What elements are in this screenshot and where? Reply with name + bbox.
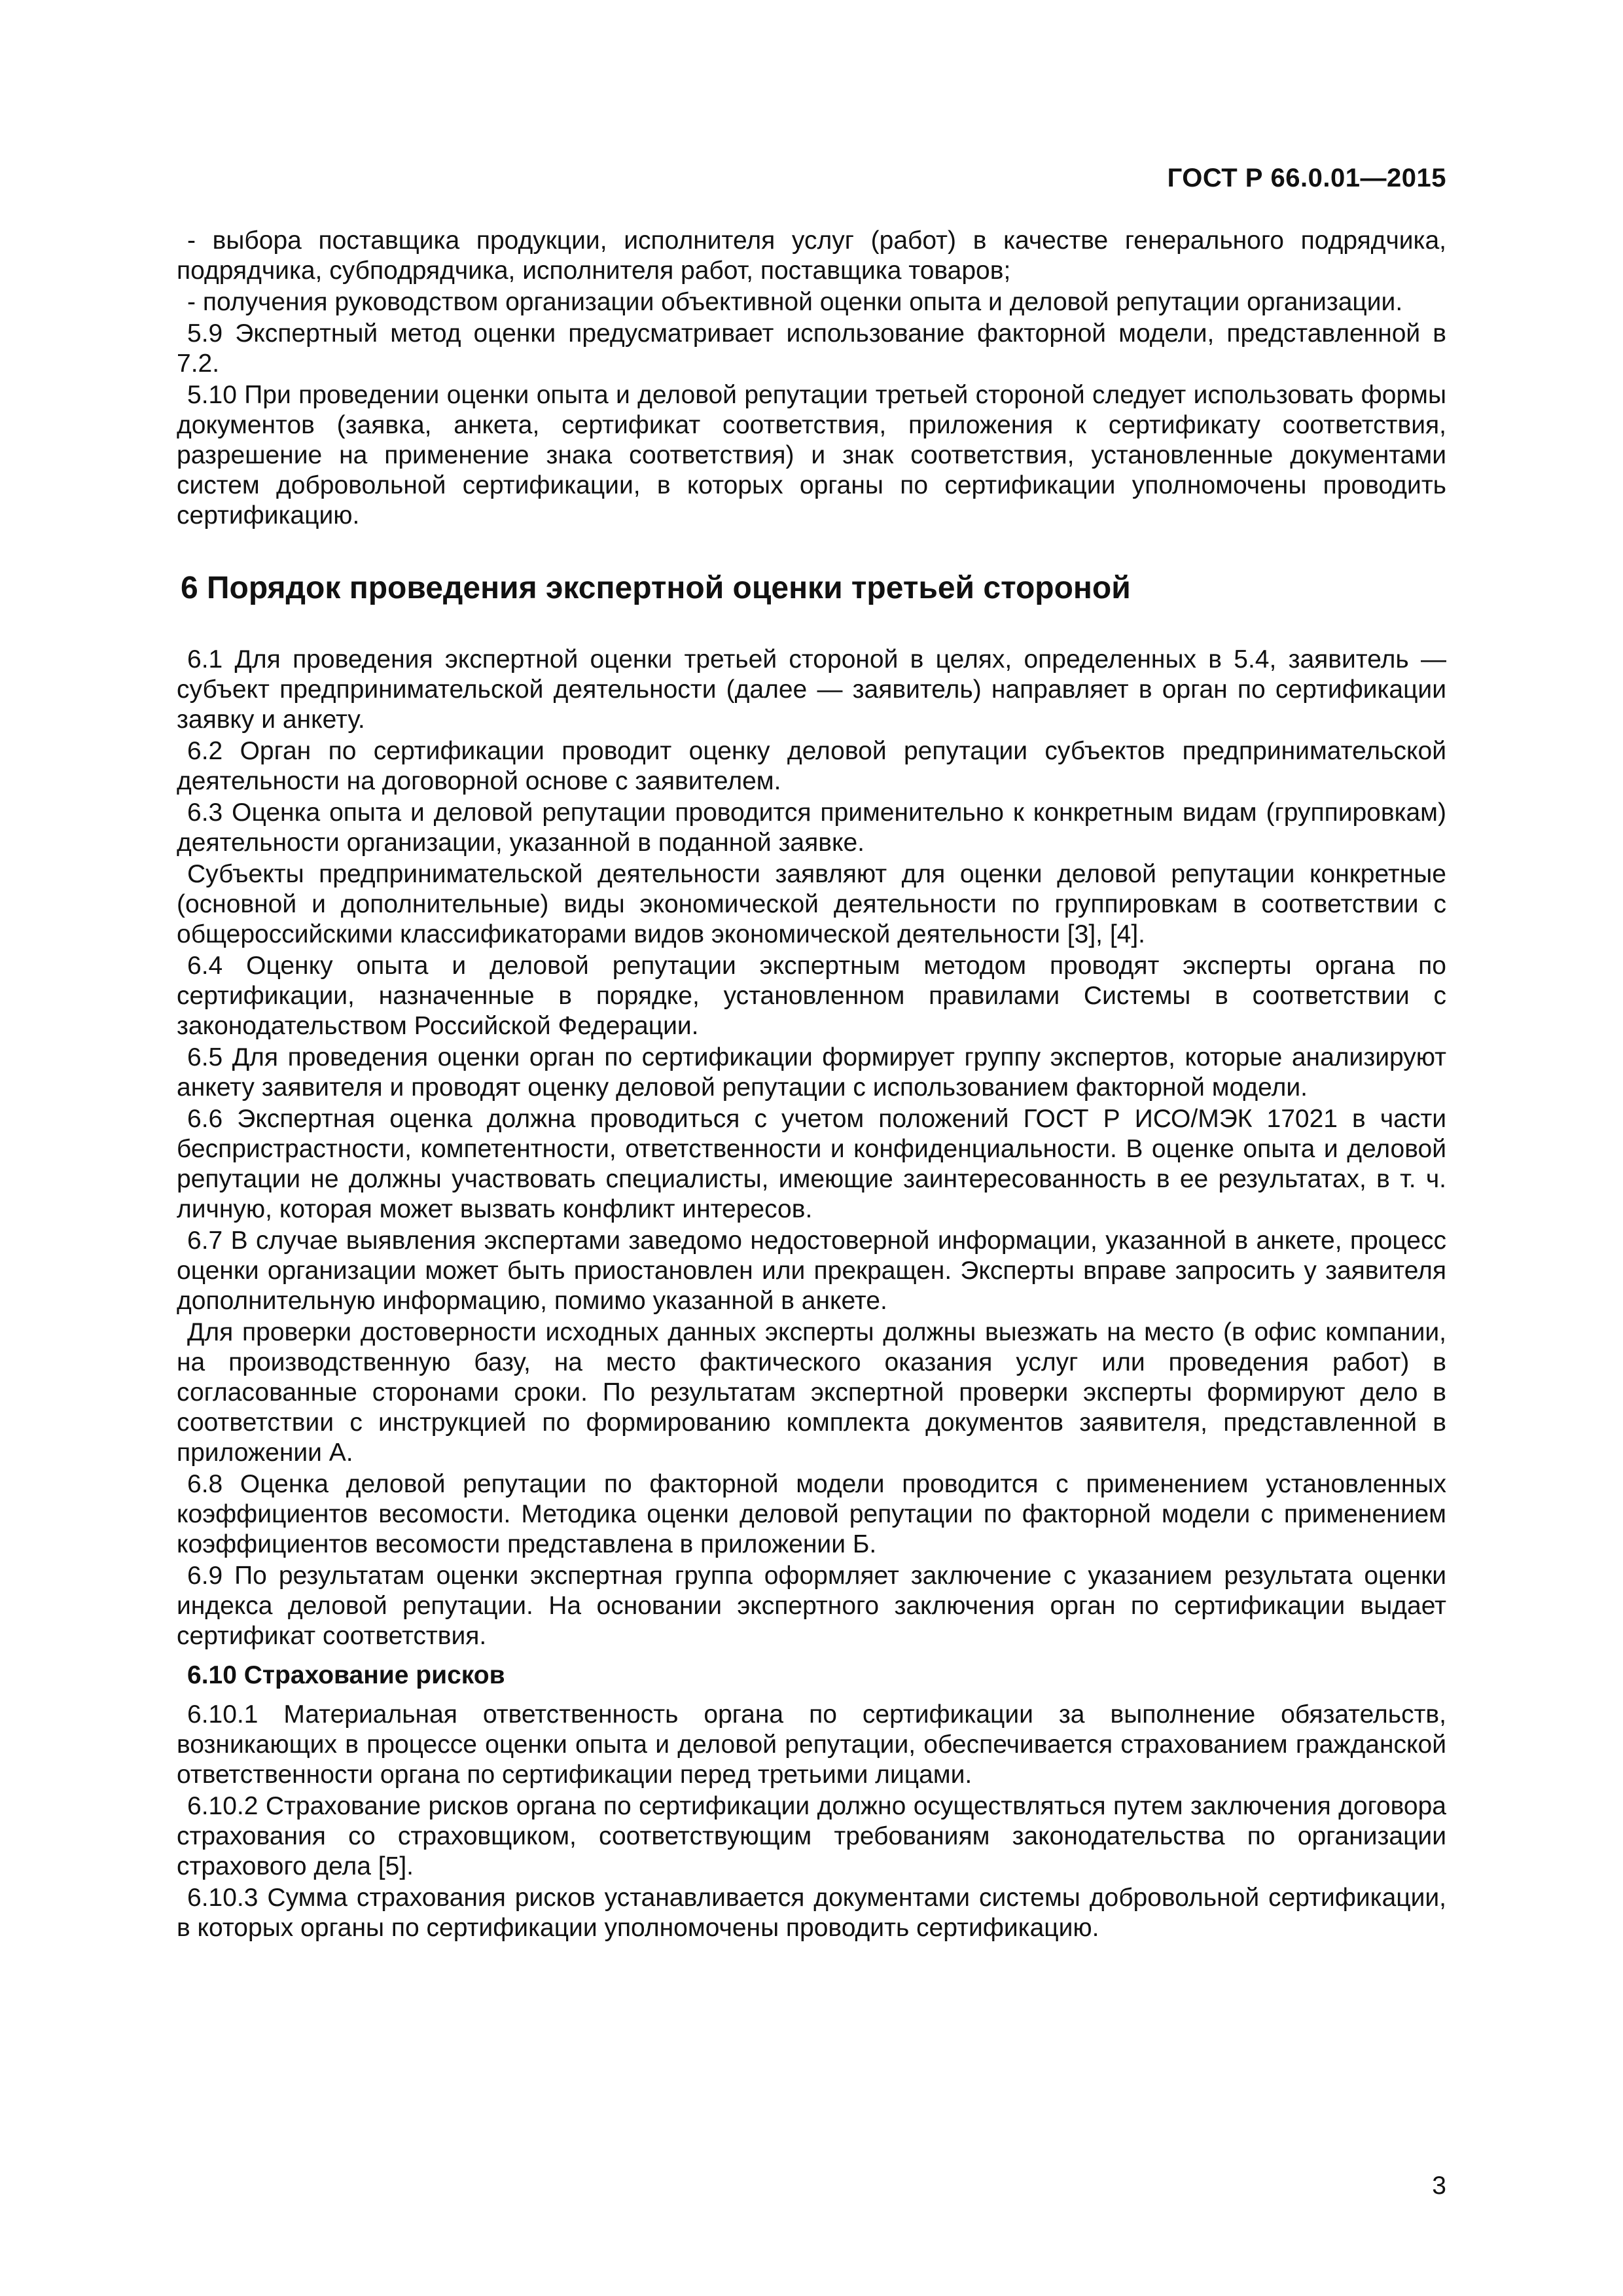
paragraph-6-5: 6.5 Для проведения оценки орган по сертификации формирует группу экспертов, которые анализируют анкету заявителя и проводят оценку деловой репутации с использованием факторной модели.	[177, 1043, 1446, 1102]
paragraph-6-1: 6.1 Для проведения экспертной оценки третьей стороной в целях, определенных в 5.4, заявитель — субъект предпринимательской деятельности (далее — заявитель) направляет в орган по сертификации заявку и анкету.	[177, 645, 1446, 734]
document-body	[177, 226, 1446, 1945]
paragraph-6-10-1: 6.10.1 Материальная ответственность органа по сертификации за выполнение обязательств, возникающих в процессе оценки опыта и деловой репутации, обеспечивается страхованием гражданской ответственности органа по сертификации перед третьими лицами.	[177, 1700, 1446, 1789]
paragraph-6-8: 6.8 Оценка деловой репутации по факторной модели проводится с применением установленных коэффициентов весомости. Методика оценки деловой репутации по факторной модели с применением коэффициентов весомости представлена в приложении Б.	[177, 1470, 1446, 1558]
paragraph-6-10-3: 6.10.3 Сумма страхования рисков устанавливается документами системы добровольной сертификации, в которых органы по сертификации уполномочены проводить сертификацию.	[177, 1884, 1446, 1942]
section-6-title: 6 Порядок проведения экспертной оценки третьей стороной	[181, 571, 1131, 605]
paragraph-6-7: 6.7 В случае выявления экспертами заведомо недостоверной информации, указанной в анкете, процесс оценки организации может быть приостановлен или прекращен. Эксперты вправе запросить у заявителя дополнительную информацию, помимо указанной в анкете.	[177, 1227, 1446, 1315]
paragraph-6-10-2: 6.10.2 Страхование рисков органа по сертификации должно осуществляться путем заключения договора страхования со страховщиком, соответствующим требованиям законодательства по организации страхового дела [5].	[177, 1792, 1446, 1880]
document-code: ГОСТ Р 66.0.01—2015	[1167, 164, 1446, 192]
paragraph-intro-2: - получения руководством организации объективной оценки опыта и деловой репутации организации.	[187, 288, 1403, 316]
paragraph-5-10: 5.10 При проведении оценки опыта и деловой репутации третьей стороной следует использовать формы документов (заявка, анкета, сертификат соответствия, приложения к сертификату соответствия, разрешение на применение знака соответствия) и знак соответствия, установленные документами систем добровольной сертификации, в которых органы по сертификации уполномочены проводить сертификацию.	[177, 381, 1446, 529]
page-number: 3	[1432, 2172, 1446, 2200]
paragraph-6-7-cont: Для проверки достоверности исходных данных эксперты должны выезжать на место (в офис компании, на производственную базу, на место фактического оказания услуг или проведения работ) в согласованные сторонами сроки. По результатам экспертной проверки эксперты формируют дело в соответствии с инструкцией по формированию комплекта документов заявителя, представленной в приложении А.	[177, 1318, 1446, 1467]
paragraph-5-9: 5.9 Экспертный метод оценки предусматривает использование факторной модели, представленной в 7.2.	[177, 319, 1446, 378]
paragraph-6-6: 6.6 Экспертная оценка должна проводиться с учетом положений ГОСТ Р ИСО/МЭК 17021 в части беспристрастности, компетентности, ответственности и конфиденциальности. В оценке опыта и деловой репутации не должны участвовать специалисты, имеющие заинтересованность в ее результатах, в т. ч. личную, которая может вызвать конфликт интересов.	[177, 1105, 1446, 1223]
subsection-6-10-title: 6.10 Страхование рисков	[187, 1661, 505, 1689]
paragraph-6-4: 6.4 Оценку опыта и деловой репутации экспертным методом проводят эксперты органа по сертификации, назначенные в порядке, установленном правилами Системы в соответствии с законодательством Российской Федерации.	[177, 952, 1446, 1040]
paragraph-6-9: 6.9 По результатам оценки экспертная группа оформляет заключение с указанием результата оценки индекса деловой репутации. На основании экспертного заключения орган по сертификации выдает сертификат соответствия.	[177, 1562, 1446, 1650]
paragraph-6-3-cont: Субъекты предпринимательской деятельности заявляют для оценки деловой репутации конкретные (основной и дополнительные) виды экономической деятельности по группировкам в соответствии с общероссийскими классификаторами видов экономической деятельности [3], [4].	[177, 860, 1446, 948]
paragraph-intro-1: - выбора поставщика продукции, исполнителя услуг (работ) в качестве генерального подрядчика, подрядчика, субподрядчика, исполнителя работ, поставщика товаров;	[177, 226, 1446, 285]
paragraph-6-3: 6.3 Оценка опыта и деловой репутации проводится применительно к конкретным видам (группировкам) деятельности организации, указанной в поданной заявке.	[177, 798, 1446, 857]
paragraph-6-2: 6.2 Орган по сертификации проводит оценку деловой репутации субъектов предпринимательской деятельности на договорной основе с заявителем.	[177, 737, 1446, 795]
